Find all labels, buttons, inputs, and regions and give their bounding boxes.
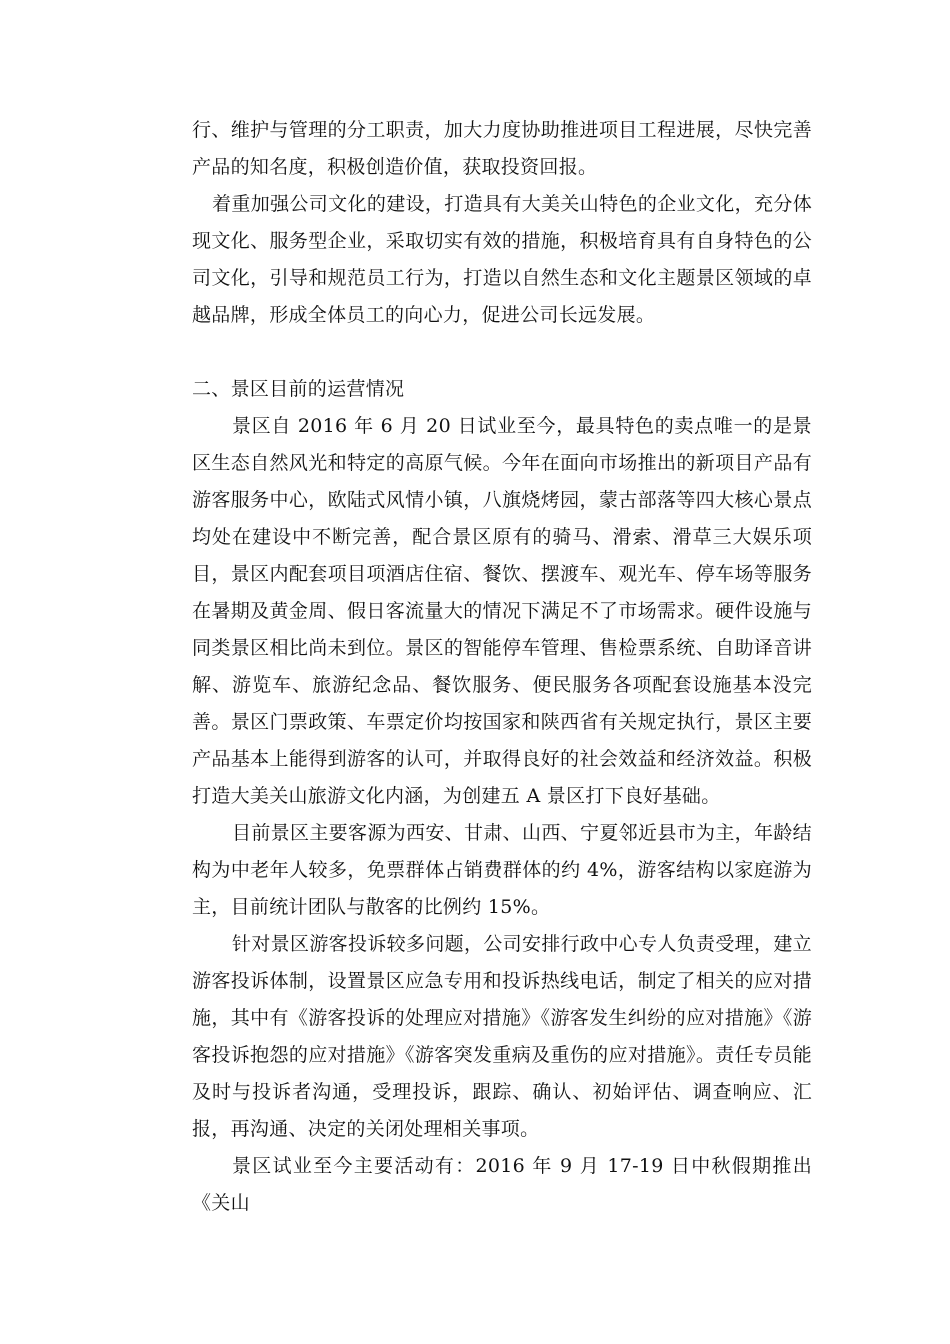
document-body	[192, 112, 812, 1222]
paragraph-operations-overview: 景区自 2016 年 6 月 20 日试业至今，最具特色的卖点唯一的是景区生态自然风光和特定的高原气候。今年在面向市场推出的新项目产品有游客服务中心，欧陆式风情小镇，八旗烧烤园，蒙古部落等四大核心景点均处在建设中不断完善，配合景区原有的骑马、滑索、滑草三大娱乐项目，景区内配套项目项酒店住宿、餐饮、摆渡车、观光车、停车场等服务在暑期及黄金周、假日客流量大的情况下满足不了市场需求。硬件设施与同类景区相比尚未到位。景区的智能停车管理、售检票系统、自助译音讲解、游览车、旅游纪念品、餐饮服务、便民服务各项配套设施基本没完善。景区门票政策、车票定价均按国家和陕西省有关规定执行，景区主要产品基本上能得到游客的认可，并取得良好的社会效益和经济效益。积极打造大美关山旅游文化内涵，为创建五 A 景区打下良好基础。	[192, 415, 812, 807]
paragraph-visitor-sources: 目前景区主要客源为西安、甘肃、山西、宁夏邻近县市为主，年龄结构为中老年人较多，免票群体占销费群体的约 4%，游客结构以家庭游为主，目前统计团队与散客的比例约 15%。	[192, 822, 812, 918]
paragraph-continuation: 行、维护与管理的分工职责，加大力度协助推进项目工程进展，尽快完善产品的知名度，积极创造价值，获取投资回报。	[192, 119, 812, 178]
paragraph-complaint-handling: 针对景区游客投诉较多问题，公司安排行政中心专人负责受理，建立游客投诉体制，设置景区应急专用和投诉热线电话，制定了相关的应对措施，其中有《游客投诉的处理应对措施》《游客发生纠纷的应对措施》《游客投诉抱怨的应对措施》《游客突发重病及重伤的应对措施》。责任专员能及时与投诉者沟通，受理投诉，跟踪、确认、初始评估、调查响应、汇报，再沟通、决定的关闭处理相关事项。	[192, 933, 812, 1140]
paragraph-activities: 景区试业至今主要活动有：2016 年 9 月 17-19 日中秋假期推出《关山	[192, 1155, 812, 1214]
paragraph-company-culture: 着重加强公司文化的建设，打造具有大美关山特色的企业文化，充分体现文化、服务型企业，采取切实有效的措施，积极培育具有自身特色的公司文化，引导和规范员工行为，打造以自然生态和文化主题景区领域的卓越品牌，形成全体员工的向心力，促进公司长远发展。	[192, 193, 812, 326]
section-heading: 二、景区目前的运营情况	[192, 378, 405, 400]
